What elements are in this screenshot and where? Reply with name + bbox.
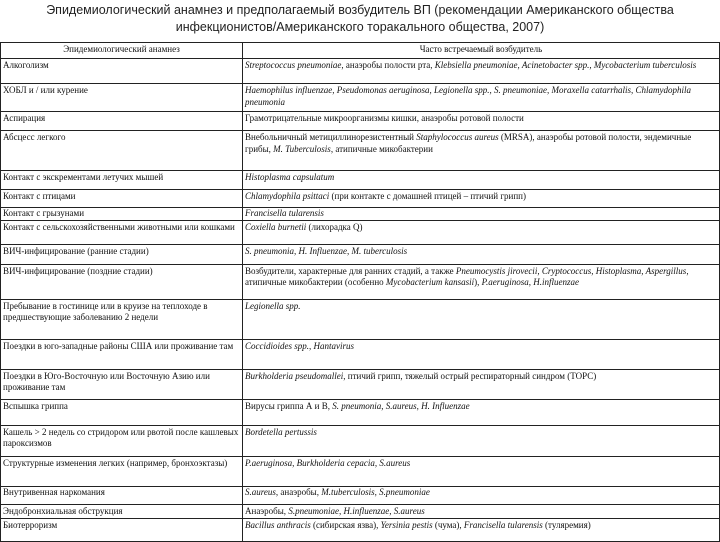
- pathogen-cell: [243, 339, 720, 369]
- pathogen-text: (сибирская язва),: [310, 520, 381, 530]
- pathogen-species: Coccidioides spp., Hantavirus: [245, 340, 354, 351]
- pathogen-cell: [243, 84, 720, 112]
- pathogen-species: S.aureus: [245, 486, 276, 497]
- table-row: [1, 339, 720, 369]
- history-cell: Контакт с птицами: [1, 190, 243, 208]
- pathogen-species: Francisella tularensis: [463, 520, 543, 530]
- pathogen-cell: [243, 399, 720, 425]
- table-row: [1, 84, 720, 112]
- table-row: [1, 171, 720, 190]
- pathogen-cell: [243, 504, 720, 519]
- table-row: [1, 299, 720, 339]
- pathogen-cell: [243, 244, 720, 264]
- table-row: [1, 244, 720, 264]
- table-row: [1, 208, 720, 221]
- history-cell: Контакт с экскрементами летучих мышей: [1, 171, 243, 190]
- pathogen-text: (при контакте с домашней птицей – птичий грипп): [329, 191, 526, 201]
- table-row: [1, 399, 720, 425]
- table-header-row: [1, 43, 720, 59]
- pathogen-species: Mycobacterium kansasii: [385, 277, 475, 287]
- pathogen-text: Возбудители, характерные для ранних стадий, а также: [245, 265, 456, 276]
- pathogen-cell: [243, 171, 720, 190]
- pathogen-cell: [243, 369, 720, 399]
- history-cell: ХОБЛ и / или курение: [1, 84, 243, 112]
- pathogen-text: , анаэробы полости рта,: [341, 60, 435, 70]
- pathogen-text: Внебольничный метициллинорезистентный: [245, 132, 417, 142]
- pathogen-text: , анаэробы,: [275, 486, 322, 497]
- table-row: [1, 131, 720, 171]
- pathogen-species: S. pneumonia, H. Influenzae, M. tuberculosis: [245, 245, 408, 256]
- table-row: [1, 112, 720, 131]
- pathogen-cell: [243, 208, 720, 221]
- pathogen-species: Histoplasma capsulatum: [245, 172, 335, 182]
- history-cell: Эндобронхиальная обструкция: [1, 504, 243, 519]
- pathogen-species: Chlamydophila psittaci: [245, 191, 330, 201]
- history-cell: Вспышка гриппа: [1, 399, 243, 425]
- table-row: [1, 369, 720, 399]
- pathogen-species: P.aeruginosa, H.influenzae: [481, 277, 579, 287]
- pathogen-species: M.tuberculosis, S.pneumoniae: [321, 486, 430, 497]
- pathogen-text: Грамотрицательные микроорганизмы кишки, анаэробы ротовой полости: [245, 113, 524, 123]
- pathogen-text: Вирусы гриппа А и В,: [245, 400, 333, 411]
- pathogen-cell: [243, 456, 720, 486]
- pathogen-species: P.aeruginosa, Burkholderia cepacia, S.aureus: [245, 457, 411, 468]
- history-cell: Контакт с грызунами: [1, 208, 243, 221]
- pathogen-species: Burkholderia pseudomallei: [245, 370, 344, 381]
- table-row: [1, 486, 720, 504]
- pathogen-species: Pneumocystis jirovecii, Cryptococcus, Histoplasma, Aspergillus: [455, 265, 687, 276]
- history-cell: Контакт с сельскохозяйственными животными или кошками: [1, 220, 243, 244]
- history-cell: Внутривенная наркомания: [1, 486, 243, 504]
- history-cell: ВИЧ-инфицирование (ранние стадии): [1, 244, 243, 264]
- history-cell: Биотерроризм: [1, 519, 243, 542]
- table-row: [1, 190, 720, 208]
- pathogen-text: (туляремия): [542, 520, 591, 530]
- pathogen-text: (лихорадка Q): [306, 221, 363, 232]
- pathogen-cell: [243, 112, 720, 131]
- title-line-2: инфекционистов/Американского торакального общества, 2007): [175, 20, 545, 34]
- pathogen-species: Haemophilus influenzae, Pseudomonas aeruginosa, Legionella spp., S. pneumoniae, Moraxella catarrhalis, Chlamydophila pneumonia: [245, 85, 692, 107]
- history-cell: Поездки в юго-западные районы США или проживание там: [1, 339, 243, 369]
- pathogen-text: (чума),: [432, 520, 464, 530]
- table-row: [1, 264, 720, 299]
- history-cell: Абсцесс легкого: [1, 131, 243, 171]
- table-row: [1, 504, 720, 519]
- pathogen-cell: [243, 264, 720, 299]
- history-cell: Алкоголизм: [1, 59, 243, 84]
- pathogen-cell: [243, 190, 720, 208]
- pathogen-text: , атипичные микобактерии: [330, 143, 433, 154]
- pathogen-cell: [243, 131, 720, 171]
- table-row: [1, 425, 720, 456]
- pathogen-species: Francisella tularensis: [245, 208, 324, 218]
- pathogen-cell: [243, 59, 720, 84]
- pathogen-text: ),: [474, 277, 482, 287]
- table-row: [1, 220, 720, 244]
- pathogen-cell: [243, 299, 720, 339]
- pathogen-species: Streptococcus pneumoniae: [245, 60, 342, 70]
- pathogen-species: M. Tuberculosis: [273, 143, 331, 154]
- table-row: [1, 519, 720, 542]
- history-cell: ВИЧ-инфицирование (поздние стадии): [1, 264, 243, 299]
- table-row: [1, 59, 720, 84]
- history-cell: Аспирация: [1, 112, 243, 131]
- pathogen-species: Klebsiella pneumoniae, Acinetobacter spp., Mycobacterium tuberculosis: [434, 60, 697, 70]
- pathogen-species: Bacillus anthracis: [245, 520, 311, 530]
- pathogen-cell: [243, 220, 720, 244]
- table-body: [1, 59, 720, 542]
- header-pathogen: Часто встречаемый возбудитель: [243, 43, 720, 59]
- epidemiology-table: [0, 42, 720, 542]
- pathogen-text: Анаэробы,: [245, 505, 289, 516]
- pathogen-species: S.pneumoniae, H.influenzae, S.aureus: [288, 505, 425, 516]
- page-title: [0, 2, 720, 36]
- history-cell: Структурные изменения легких (например, бронхоэктазы): [1, 456, 243, 486]
- pathogen-species: Bordetella pertussis: [245, 426, 317, 437]
- header-history: Эпидемиологический анамнез: [1, 43, 243, 59]
- history-cell: Кашель > 2 недель со стридором или рвотой после кашлевых пароксизмов: [1, 425, 243, 456]
- pathogen-species: Yersinia pestis: [380, 520, 433, 530]
- pathogen-text: , атипичные микобактерии (особенно: [245, 265, 689, 287]
- pathogen-species: S. pneumonia, S.aureus, H. Influenzae: [332, 400, 470, 411]
- pathogen-cell: [243, 519, 720, 542]
- history-cell: Поездки в Юго-Восточную или Восточную Азию или проживание там: [1, 369, 243, 399]
- pathogen-species: Legionella spp.: [245, 300, 301, 311]
- table-row: [1, 456, 720, 486]
- pathogen-text: , птичий грипп, тяжелый острый респираторный синдром (ТОРС): [343, 370, 597, 381]
- pathogen-cell: [243, 425, 720, 456]
- pathogen-species: Coxiella burnetii: [245, 221, 307, 232]
- pathogen-text: (MRSA), анаэробы ротовой полости, эндемичные грибы,: [245, 132, 692, 154]
- history-cell: Пребывание в гостинице или в круизе на теплоходе в предшествующие заболеванию 2 недели: [1, 299, 243, 339]
- title-line-1: Эпидемиологический анамнез и предполагаемый возбудитель ВП (рекомендации Американского общества: [46, 3, 674, 17]
- pathogen-cell: [243, 486, 720, 504]
- pathogen-species: Staphylococcus aureus: [416, 132, 499, 142]
